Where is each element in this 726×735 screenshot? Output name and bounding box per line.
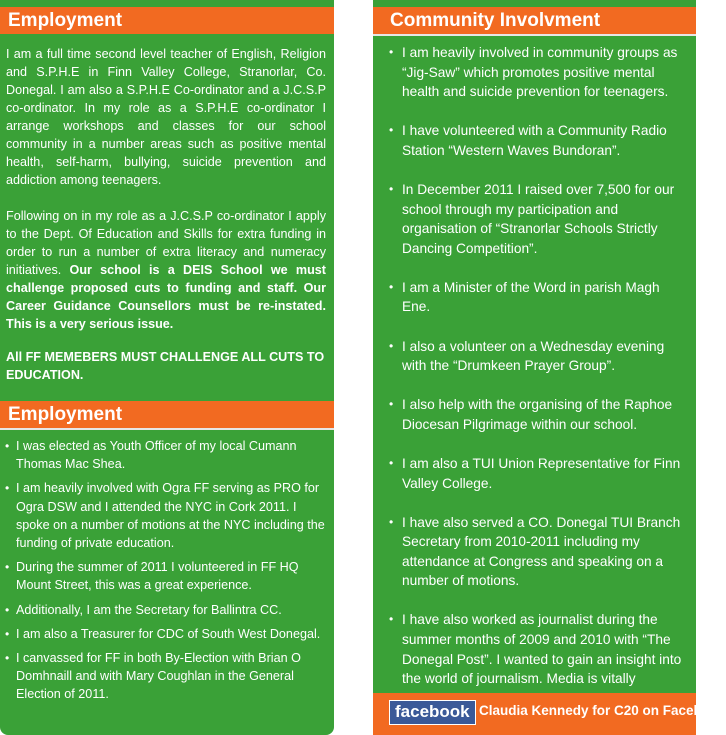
employment-paragraph-1: I am a full time second level teacher of English, Religion and S.P.H.E in Finn Valley College, Stranorlar, Co. Donegal. I am also a S.P.H.E Co-ordinator and a J.C.S.P co-ordinator. In my role as a S.P.H.E co-ordinator I arrange workshops and classes for our school community in a number areas such as positive mental health, self-harm, bullying, suicide prevention and addiction among teenagers. <box>6 47 326 187</box>
employment-heading: Employment <box>0 7 334 34</box>
list-item: • In December 2011 I raised over 7,500 for our school through my participation and organisation of “Stranorlar Schools Strictly Dancing Competition”. <box>389 181 675 256</box>
facebook-logo-icon[interactable]: facebook <box>389 700 476 725</box>
list-item: • I was elected as Youth Officer of my local Cumann Thomas Mac Shea. <box>5 439 297 472</box>
facebook-banner[interactable] <box>373 693 726 735</box>
bullet-icon: • <box>389 612 394 627</box>
list-item: • I am a Minister of the Word in parish Magh Ene. <box>389 279 660 315</box>
bullet-icon: • <box>389 397 394 412</box>
list-item: • I have volunteered with a Community Radio Station “Western Waves Bundoran”. <box>389 123 667 158</box>
bullet-icon: • <box>5 602 10 617</box>
bullet-icon: • <box>389 338 394 353</box>
employment-heading-2: Employment <box>0 401 334 428</box>
community-list <box>389 43 686 728</box>
community-heading: Community Involvment <box>373 7 696 34</box>
bullet-icon: • <box>5 481 10 496</box>
list-item: • I have also worked as journalist during the summer months of 2009 and 2010 with “The Donegal Post”. I wanted to gain an insight into the world of journalism. Media is vitally <box>389 612 682 687</box>
community-panel <box>373 0 726 735</box>
bullet-icon: • <box>389 181 394 196</box>
bullet-icon: • <box>5 651 10 666</box>
bullet-icon: • <box>389 279 394 294</box>
bullet-icon: • <box>5 560 10 575</box>
list-item: • I have also served a CO. Donegal TUI Branch Secretary from 2010-2011 including my attendance at Congress and speaking on a number of motions. <box>389 514 681 589</box>
bullet-icon: • <box>5 439 10 453</box>
bullet-icon: • <box>5 626 10 641</box>
list-item: • I am also a TUI Union Representative for Finn Valley College. <box>389 455 681 491</box>
bullet-icon: • <box>389 455 394 470</box>
list-item: • I am heavily involved in community groups as “Jig-Saw” which promotes positive mental health and suicide prevention for teenagers. <box>389 45 678 100</box>
education-cuts-callout: All FF MEMEBERS MUST CHALLENGE ALL CUTS TO EDUCATION. <box>6 350 325 382</box>
list-item: • Additionally, I am the Secretary for Ballintra CC. <box>2 601 328 619</box>
paragraph-2-text: Following on in my role as a J.C.S.P co-ordinator I apply to the Dept. Of Education and Skills for extra funding in order to run a number of extra literacy and numeracy initiatives. <box>6 209 326 277</box>
bullet-icon: • <box>389 514 394 529</box>
list-item: • I am also a Treasurer for CDC of South West Donegal. <box>2 625 328 643</box>
list-item: • I am heavily involved with Ogra FF serving as PRO for Ogra DSW and I attended the NYC in Cork 2011. I spoke on a number of motions at the NYC including the funding of private education. <box>5 481 325 551</box>
list-item: • I also help with the organising of the Raphoe Diocesan Pilgrimage within our school. <box>389 397 673 432</box>
list-item: • I also a volunteer on a Wednesday evening with the “Drumkeen Prayer Group”. <box>389 338 665 374</box>
bullet-icon: • <box>389 45 394 59</box>
facebook-page-link[interactable]: Claudia Kennedy for C20 on Facebook <box>479 703 726 718</box>
employment-panel <box>0 0 334 735</box>
list-item: • I canvassed for FF in both By-Election with Brian O Domhnaill and with Mary Coughlan in the General Election of 2011. <box>5 651 301 702</box>
employment-paragraph-2 <box>6 207 326 333</box>
list-item: • During the summer of 2011 I volunteered in FF HQ Mount Street, this was a great experience. <box>5 560 299 593</box>
paragraph-2-bold-text: Our school is a DEIS School we must challenge proposed cuts to funding and staff. Our Career Guidance Counsellors must be re-instated. This is a very serious issue. <box>6 263 326 331</box>
employment-list <box>2 437 328 710</box>
bullet-icon: • <box>389 123 394 138</box>
